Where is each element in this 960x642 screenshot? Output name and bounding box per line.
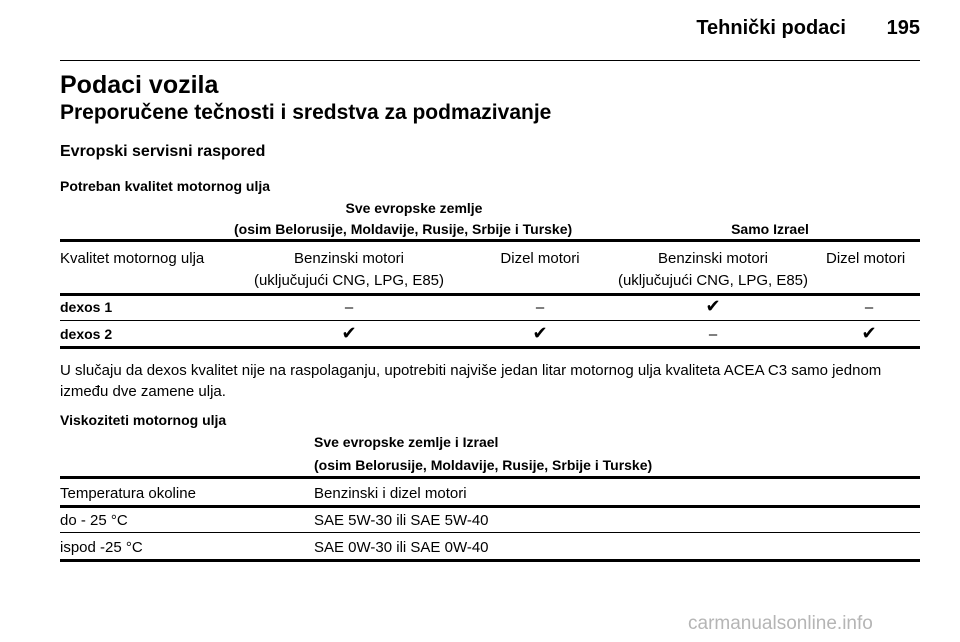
check-mark: ✔ bbox=[861, 323, 877, 343]
viscosity-group-line1: Sve evropske zemlje i Izrael bbox=[314, 434, 499, 450]
check-mark: ✔ bbox=[341, 323, 357, 343]
page-number: 195 bbox=[886, 17, 920, 39]
row-rule bbox=[60, 532, 920, 533]
section-heading: Podaci vozila bbox=[60, 71, 219, 99]
viscosity-col-engines: Benzinski i dizel motori bbox=[314, 485, 467, 502]
note-paragraph: U slučaju da dexos kvalitet nije na raspolaganju, upotrebiti najviše jedan litar motornog ulja kvaliteta ACEA C3 samo jednom između dve zamene ulja. bbox=[60, 362, 882, 400]
subsection-heading: Preporučene tečnosti i sredstva za podmazivanje bbox=[60, 101, 552, 124]
check-mark: ✔ bbox=[705, 296, 721, 316]
viscosity-row-temp: ispod -25 °C bbox=[60, 539, 143, 556]
dash-mark: – bbox=[864, 299, 874, 316]
quality-col-petrol-israel-note: (uključujući CNG, LPG, E85) bbox=[617, 272, 809, 289]
row-rule bbox=[60, 320, 920, 321]
quality-col-petrol-israel: Benzinski motori bbox=[657, 250, 769, 267]
quality-col-diesel-israel: Dizel motori bbox=[826, 250, 906, 267]
check-mark: ✔ bbox=[532, 323, 548, 343]
quality-group-europe-line1: Sve evropske zemlje bbox=[345, 200, 483, 216]
dash-mark: – bbox=[708, 326, 718, 343]
row-dexos2-label: dexos 2 bbox=[60, 326, 113, 342]
header-rule bbox=[60, 60, 920, 61]
quality-header-rule bbox=[60, 293, 920, 296]
quality-col-petrol-europe-note: (uključujući CNG, LPG, E85) bbox=[253, 272, 445, 289]
viscosity-group-line2: (osim Belorusije, Moldavije, Rusije, Srbije i Turske) bbox=[314, 457, 653, 473]
viscosity-table-bottom-rule bbox=[60, 559, 920, 562]
quality-group-israel: Samo Izrael bbox=[731, 221, 809, 237]
viscosity-row-oil: SAE 0W-30 ili SAE 0W-40 bbox=[314, 539, 489, 556]
viscosity-row-temp: do - 25 °C bbox=[60, 512, 128, 529]
dash-mark: – bbox=[344, 299, 354, 316]
row-dexos1-label: dexos 1 bbox=[60, 299, 113, 315]
watermark: carmanualsonline.info bbox=[688, 613, 873, 634]
quality-table-top-rule bbox=[60, 239, 920, 242]
quality-table-bottom-rule bbox=[60, 346, 920, 349]
dash-mark: – bbox=[535, 299, 545, 316]
quality-group-europe-line2: (osim Belorusije, Moldavije, Rusije, Srbije i Turske) bbox=[234, 221, 573, 237]
viscosity-table-caption: Viskoziteti motornog ulja bbox=[60, 412, 227, 428]
viscosity-col-temp: Temperatura okoline bbox=[60, 485, 196, 502]
viscosity-table-top-rule bbox=[60, 476, 920, 479]
viscosity-row-oil: SAE 5W-30 ili SAE 5W-40 bbox=[314, 512, 489, 529]
subsubsection-heading: Evropski servisni raspored bbox=[60, 143, 266, 160]
quality-col-petrol-europe: Benzinski motori bbox=[293, 250, 405, 267]
quality-table-caption: Potreban kvalitet motornog ulja bbox=[60, 178, 271, 194]
viscosity-header-rule bbox=[60, 505, 920, 508]
page-header-title: Tehnički podaci bbox=[696, 17, 846, 39]
quality-col-diesel-europe: Dizel motori bbox=[500, 250, 580, 267]
quality-col-label: Kvalitet motornog ulja bbox=[60, 250, 205, 267]
